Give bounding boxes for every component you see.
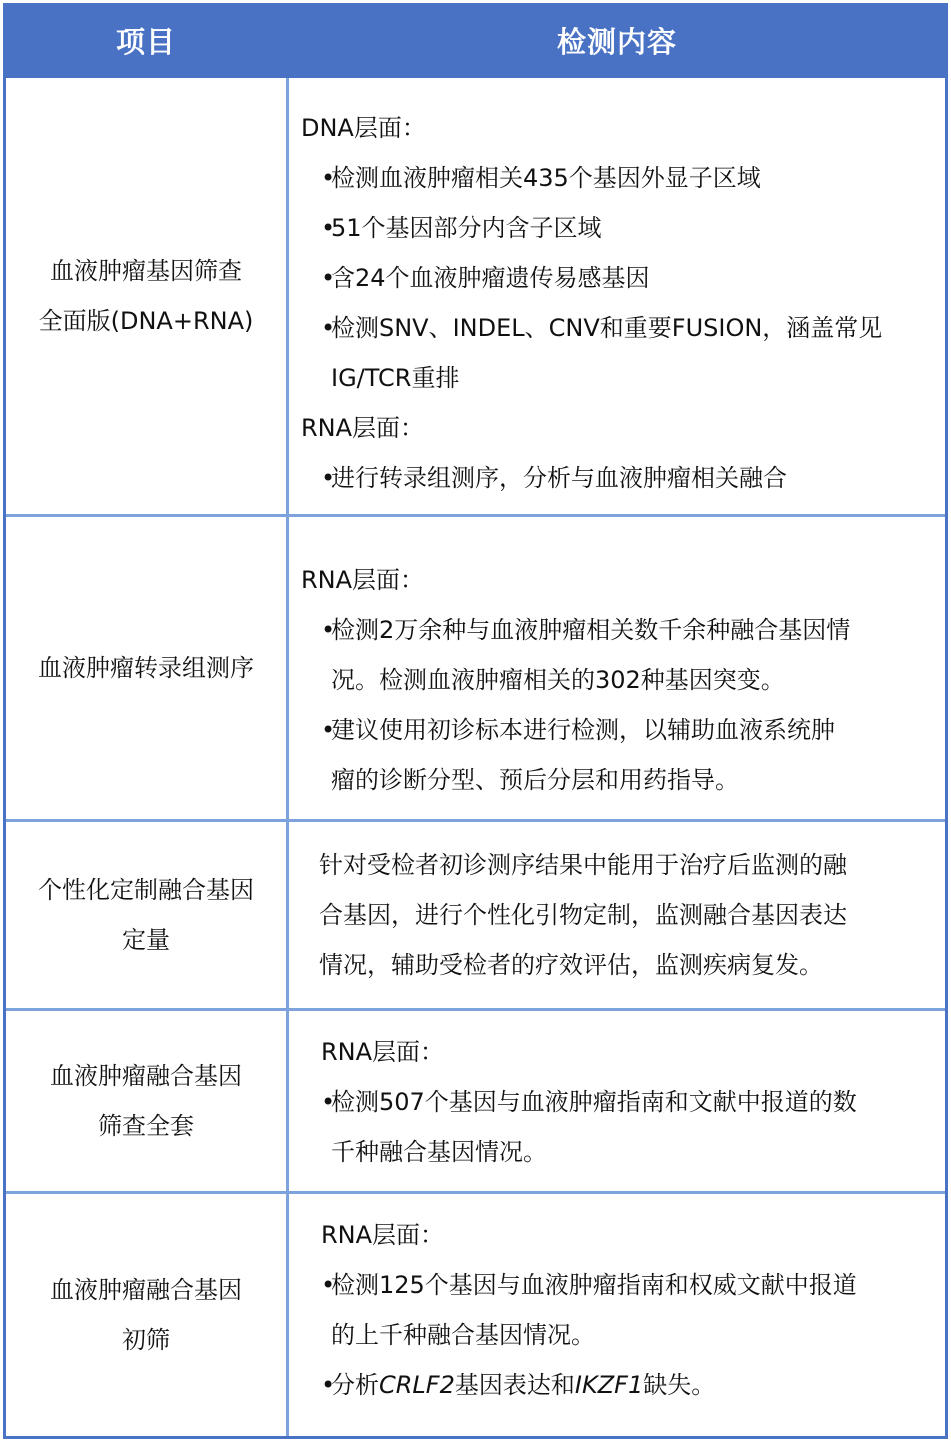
row-content: [319, 840, 941, 990]
bullet-item: • 检测SNV、INDEL、CNV和重要FUSION，涵盖常见: [321, 314, 883, 342]
bullet-item: • 51个基因部分内含子区域: [321, 214, 602, 242]
item-name-line: 个性化定制融合基因: [38, 876, 254, 904]
row-item-name: [6, 1194, 286, 1436]
section-label: RNA层面：: [301, 566, 425, 594]
section-label: RNA层面：: [301, 414, 425, 442]
detection-table: [3, 3, 948, 1439]
row-item-name: [6, 822, 286, 1008]
row-content: [301, 103, 941, 503]
table-row: [6, 78, 945, 514]
item-name-line: 筛查全套: [98, 1112, 194, 1140]
bullet-item: • 检测血液肿瘤相关435个基因外显子区域: [321, 164, 761, 192]
row-content: [301, 1027, 941, 1177]
content-line: 情况，辅助受检者的疗效评估，监测疾病复发。: [319, 951, 823, 979]
row-content: [301, 555, 941, 805]
section-label: RNA层面：: [321, 1038, 445, 1066]
bullet-item: • 进行转录组测序，分析与血液肿瘤相关融合: [321, 464, 787, 492]
gene-ikzf1: IKZF1: [574, 1371, 644, 1399]
item-name-line: 血液肿瘤融合基因: [50, 1062, 242, 1090]
table-row: [6, 517, 945, 819]
bullet-continuation: 况。检测血液肿瘤相关的302种基因突变。: [331, 666, 785, 694]
header-content: 检测内容: [556, 25, 677, 59]
item-name-line: 血液肿瘤基因筛查: [49, 257, 242, 285]
item-name-line: 全面版(DNA+RNA): [38, 307, 254, 335]
table-row: [6, 822, 945, 1008]
row-item-name: 血液肿瘤转录组测序: [38, 654, 254, 682]
bullet-continuation: 瘤的诊断分型、预后分层和用药指导。: [331, 766, 739, 794]
row-content: [301, 1210, 941, 1410]
gene-crlf2: CRLF2: [379, 1371, 455, 1399]
header-item: 项目: [115, 25, 176, 59]
bullet-continuation: 千种融合基因情况。: [331, 1138, 547, 1166]
bullet-item: • 检测2万余种与血液肿瘤相关数千余种融合基因情: [321, 616, 851, 644]
bullet-item: • 分析CRLF2基因表达和IKZF1缺失。: [321, 1371, 716, 1399]
row-item-name: [6, 1011, 286, 1191]
table-header: [6, 6, 945, 78]
bullet-item: • 建议使用初诊标本进行检测，以辅助血液系统肿: [321, 716, 835, 744]
section-label: DNA层面：: [301, 114, 426, 142]
bullet-item: • 含24个血液肿瘤遗传易感基因: [321, 264, 650, 292]
table-row: [6, 1011, 945, 1191]
bullet-continuation: IG/TCR重排: [331, 364, 460, 392]
item-name-line: 定量: [122, 926, 170, 954]
row-item-name: [6, 78, 286, 514]
item-name-line: 血液肿瘤融合基因: [50, 1276, 242, 1304]
table-row: [6, 1194, 945, 1436]
bullet-continuation: 的上千种融合基因情况。: [331, 1321, 595, 1349]
bullet-item: • 检测125个基因与血液肿瘤指南和权威文献中报道: [321, 1271, 857, 1299]
content-line: 针对受检者初诊测序结果中能用于治疗后监测的融: [319, 851, 847, 879]
content-line: 合基因，进行个性化引物定制，监测融合基因表达: [319, 901, 847, 929]
section-label: RNA层面：: [321, 1221, 445, 1249]
item-name-line: 初筛: [122, 1326, 170, 1354]
bullet-item: • 检测507个基因与血液肿瘤指南和文献中报道的数: [321, 1088, 857, 1116]
